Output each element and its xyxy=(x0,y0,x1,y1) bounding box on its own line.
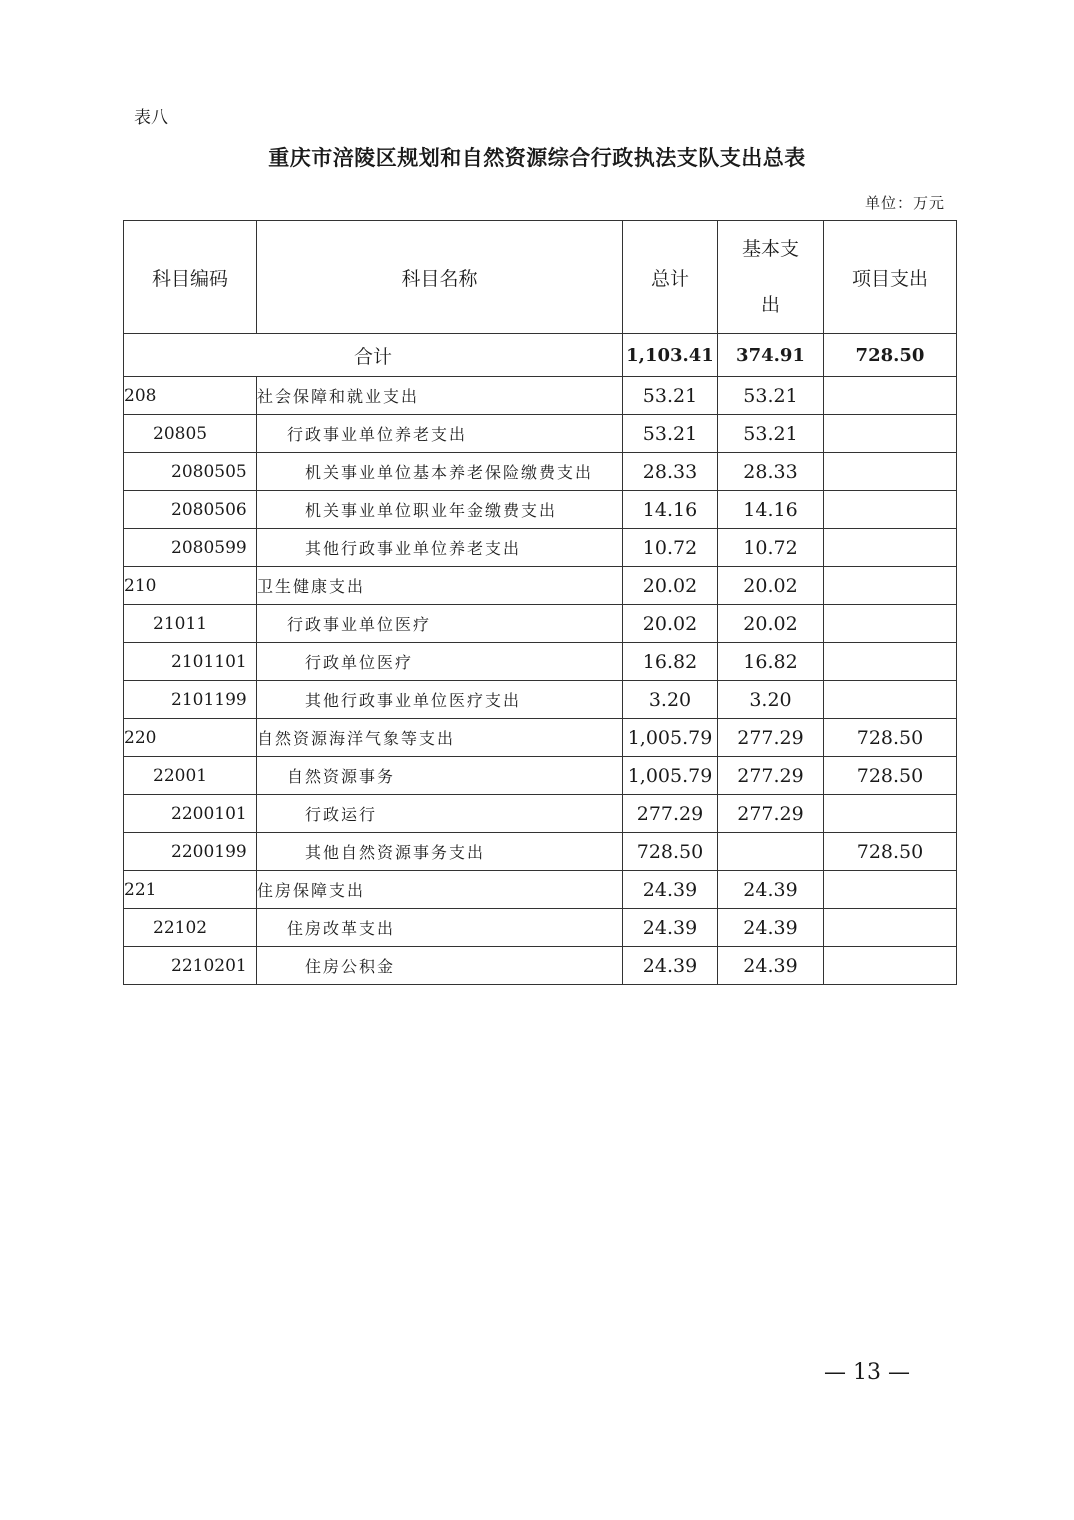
row-project xyxy=(824,795,957,833)
row-name: 其他行政事业单位医疗支出 xyxy=(257,681,623,719)
total-sum: 1,103.41 xyxy=(623,334,718,377)
row-basic: 24.39 xyxy=(718,871,824,909)
row-total: 24.39 xyxy=(623,909,718,947)
table-row xyxy=(124,605,957,643)
row-total: 24.39 xyxy=(623,871,718,909)
column-header-total: 总计 xyxy=(623,221,718,334)
row-basic: 277.29 xyxy=(718,795,824,833)
row-name: 住房保障支出 xyxy=(257,871,623,909)
row-basic: 20.02 xyxy=(718,567,824,605)
row-code: 22001 xyxy=(124,757,257,795)
row-total: 1,005.79 xyxy=(623,757,718,795)
row-code: 22102 xyxy=(124,909,257,947)
row-basic: 16.82 xyxy=(718,643,824,681)
row-total: 3.20 xyxy=(623,681,718,719)
column-header-basic xyxy=(718,221,824,334)
row-project xyxy=(824,491,957,529)
row-project xyxy=(824,947,957,985)
row-project xyxy=(824,453,957,491)
row-project xyxy=(824,415,957,453)
row-project xyxy=(824,529,957,567)
row-name: 住房改革支出 xyxy=(257,909,623,947)
table-row xyxy=(124,757,957,795)
table-header-row xyxy=(124,221,957,334)
column-header-code: 科目编码 xyxy=(124,221,257,334)
table-row xyxy=(124,377,957,415)
column-header-name: 科目名称 xyxy=(257,221,623,334)
table-row xyxy=(124,567,957,605)
total-basic: 374.91 xyxy=(718,334,824,377)
row-total: 728.50 xyxy=(623,833,718,871)
row-basic: 14.16 xyxy=(718,491,824,529)
table-row xyxy=(124,415,957,453)
row-code: 221 xyxy=(124,871,257,909)
row-basic: 3.20 xyxy=(718,681,824,719)
row-basic: 24.39 xyxy=(718,947,824,985)
row-total: 24.39 xyxy=(623,947,718,985)
row-total: 16.82 xyxy=(623,643,718,681)
row-name: 行政运行 xyxy=(257,795,623,833)
row-name: 自然资源事务 xyxy=(257,757,623,795)
total-row xyxy=(124,334,957,377)
row-code: 2101199 xyxy=(124,681,257,719)
row-basic xyxy=(718,833,824,871)
row-basic: 277.29 xyxy=(718,719,824,757)
expenditure-table xyxy=(123,220,957,985)
row-project: 728.50 xyxy=(824,833,957,871)
row-total: 28.33 xyxy=(623,453,718,491)
row-name: 行政单位医疗 xyxy=(257,643,623,681)
row-code: 220 xyxy=(124,719,257,757)
row-name: 住房公积金 xyxy=(257,947,623,985)
table-row xyxy=(124,453,957,491)
table-row xyxy=(124,795,957,833)
table-row xyxy=(124,491,957,529)
total-label: 合计 xyxy=(124,334,623,377)
row-project: 728.50 xyxy=(824,719,957,757)
row-basic: 20.02 xyxy=(718,605,824,643)
table-row xyxy=(124,909,957,947)
table-row xyxy=(124,833,957,871)
row-total: 14.16 xyxy=(623,491,718,529)
row-total: 20.02 xyxy=(623,567,718,605)
row-project xyxy=(824,909,957,947)
row-project xyxy=(824,681,957,719)
row-code: 2080505 xyxy=(124,453,257,491)
document-title: 重庆市涪陵区规划和自然资源综合行政执法支队支出总表 xyxy=(268,145,806,170)
row-basic: 10.72 xyxy=(718,529,824,567)
row-code: 2210201 xyxy=(124,947,257,985)
row-project: 728.50 xyxy=(824,757,957,795)
table-number-label: 表八 xyxy=(134,108,168,128)
row-basic: 53.21 xyxy=(718,415,824,453)
table-row xyxy=(124,529,957,567)
table-row xyxy=(124,871,957,909)
row-project xyxy=(824,605,957,643)
row-name: 其他自然资源事务支出 xyxy=(257,833,623,871)
row-code: 2101101 xyxy=(124,643,257,681)
row-total: 53.21 xyxy=(623,377,718,415)
row-code: 210 xyxy=(124,567,257,605)
row-name: 自然资源海洋气象等支出 xyxy=(257,719,623,757)
page-number: — 13 — xyxy=(824,1360,910,1385)
row-project xyxy=(824,567,957,605)
row-name: 其他行政事业单位养老支出 xyxy=(257,529,623,567)
row-code: 21011 xyxy=(124,605,257,643)
row-total: 1,005.79 xyxy=(623,719,718,757)
row-code: 2080506 xyxy=(124,491,257,529)
row-total: 53.21 xyxy=(623,415,718,453)
row-code: 2080599 xyxy=(124,529,257,567)
row-name: 机关事业单位基本养老保险缴费支出 xyxy=(257,453,623,491)
table-row xyxy=(124,719,957,757)
row-name: 行政事业单位养老支出 xyxy=(257,415,623,453)
row-basic: 28.33 xyxy=(718,453,824,491)
row-project xyxy=(824,643,957,681)
row-basic: 24.39 xyxy=(718,909,824,947)
row-name: 社会保障和就业支出 xyxy=(257,377,623,415)
column-header-project: 项目支出 xyxy=(824,221,957,334)
row-project xyxy=(824,377,957,415)
row-code: 208 xyxy=(124,377,257,415)
total-project: 728.50 xyxy=(824,334,957,377)
row-total: 20.02 xyxy=(623,605,718,643)
row-basic: 53.21 xyxy=(718,377,824,415)
table-row xyxy=(124,681,957,719)
row-code: 20805 xyxy=(124,415,257,453)
row-name: 卫生健康支出 xyxy=(257,567,623,605)
table-row xyxy=(124,643,957,681)
row-name: 行政事业单位医疗 xyxy=(257,605,623,643)
column-header-basic-label: 基本支出 xyxy=(741,238,799,316)
row-code: 2200101 xyxy=(124,795,257,833)
row-code: 2200199 xyxy=(124,833,257,871)
row-project xyxy=(824,871,957,909)
row-total: 277.29 xyxy=(623,795,718,833)
row-total: 10.72 xyxy=(623,529,718,567)
row-basic: 277.29 xyxy=(718,757,824,795)
unit-label: 单位：万元 xyxy=(864,194,945,212)
row-name: 机关事业单位职业年金缴费支出 xyxy=(257,491,623,529)
table-row xyxy=(124,947,957,985)
